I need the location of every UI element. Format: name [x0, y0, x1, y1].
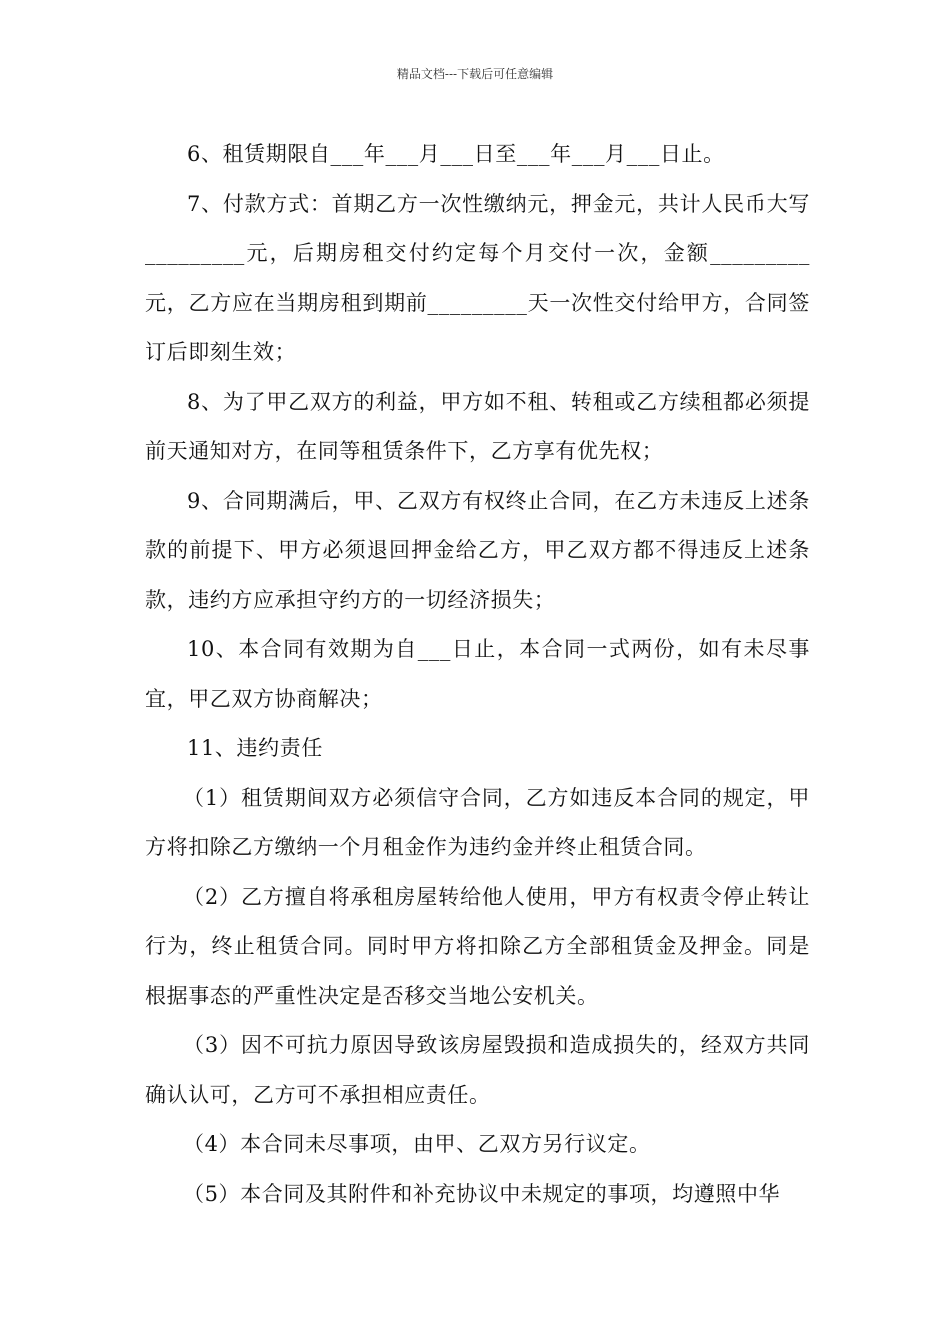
clause-6: 6、租赁期限自___年___月___日至___年___月___日止。: [187, 142, 725, 166]
clause-7: 7、付款方式：首期乙方一次性缴纳元，押金元，共计人民币大写_________元，后期房租交付约定每个月交付一次，金额_________元，乙方应在当期房租到期前_________天一次性交付给甲方，合同签订后即刻生效；: [145, 191, 810, 364]
liability-item-5: （5）本合同及其附件和补充协议中未规定的事项，均遵照中华: [183, 1181, 781, 1206]
clause-11-heading: 11、违约责任: [187, 736, 323, 760]
clause-9: 9、合同期满后，甲、乙双方有权终止合同，在乙方未违反上述条款的前提下、甲方必须退回押金给乙方，甲乙双方都不得违反上述条款，违约方应承担守约方的一切经济损失；: [145, 488, 810, 612]
clause-10: 10、本合同有效期为自___日止，本合同一式两份，如有未尽事宜，甲乙双方协商解决；: [145, 637, 810, 711]
clause-8: 8、为了甲乙双方的利益，甲方如不租、转租或乙方续租都必须提前天通知对方，在同等租赁条件下，乙方享有优先权；: [145, 389, 810, 463]
liability-item-1: （1）租赁期间双方必须信守合同，乙方如违反本合同的规定，甲方将扣除乙方缴纳一个月租金作为违约金并终止租赁合同。: [145, 785, 810, 859]
document-body: [145, 130, 810, 1219]
page-header: 精品文档---下载后可任意编辑: [396, 67, 554, 81]
liability-item-2: （2）乙方擅自将承租房屋转给他人使用，甲方有权责令停止转让行为，终止租赁合同。同时甲方将扣除乙方全部租赁金及押金。同是根据事态的严重性决定是否移交当地公安机关。: [145, 884, 810, 1008]
liability-item-3: （3）因不可抗力原因导致该房屋毁损和造成损失的，经双方共同确认认可，乙方可不承担相应责任。: [145, 1033, 810, 1107]
liability-item-4: （4）本合同未尽事项，由甲、乙双方另行议定。: [183, 1132, 651, 1156]
